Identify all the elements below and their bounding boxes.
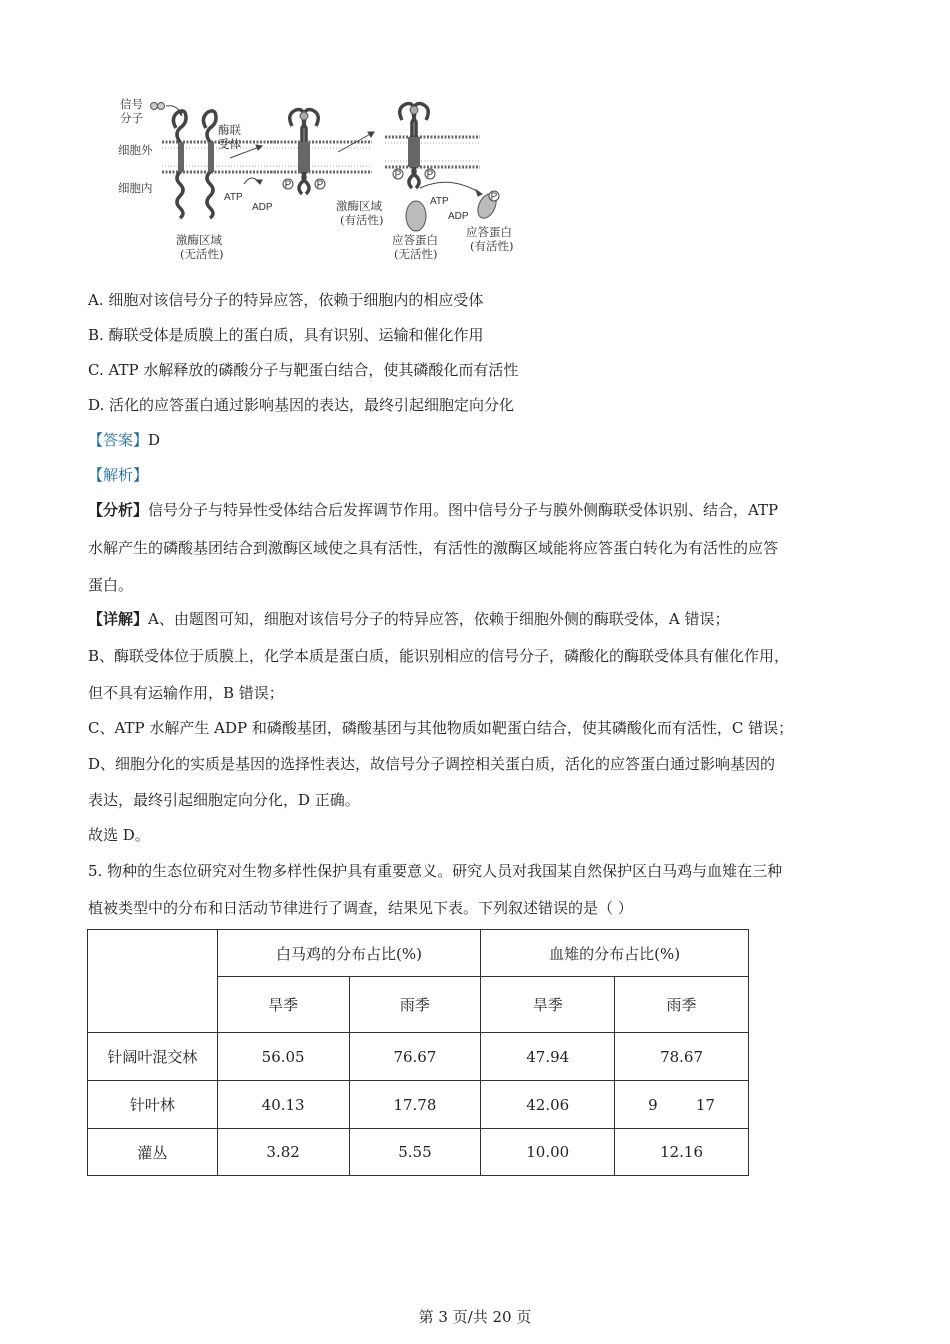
answer bbox=[88, 429, 160, 451]
table-cell: 56.05 bbox=[217, 1033, 349, 1081]
table-header-group-1: 白马鸡的分布占比(%) bbox=[217, 930, 481, 977]
table-cell: 10.00 bbox=[481, 1129, 615, 1176]
table-cell: 76.67 bbox=[349, 1033, 481, 1081]
analysis-tag: 【解析】 bbox=[88, 466, 149, 484]
option-a: A. 细胞对该信号分子的特异应答，依赖于细胞内的相应受体 bbox=[88, 291, 484, 309]
svg-text:ADP: ADP bbox=[252, 202, 273, 213]
table-cell: 3.82 bbox=[217, 1129, 349, 1176]
svg-text:激酶区域: 激酶区域 bbox=[176, 233, 222, 247]
option-b: B. 酶联受体是质膜上的蛋白质，具有识别、运输和催化作用 bbox=[88, 326, 484, 344]
receptor-diagram bbox=[110, 92, 530, 270]
table-corner-cell bbox=[88, 930, 218, 1033]
table-row bbox=[88, 1081, 749, 1129]
analysis-heading bbox=[88, 464, 148, 486]
detail-b-1: B、酶联受体位于质膜上，化学本质是蛋白质，能识别相应的信号分子，磷酸化的酶联受体具有催化作用， bbox=[88, 647, 790, 665]
fenxi-line-1: 【分析】信号分子与特异性受体结合后发挥调节作用。图中信号分子与膜外侧酶联受体识别、结合，ATP bbox=[88, 501, 779, 519]
fenxi-line-3: 蛋白。 bbox=[88, 576, 134, 594]
response-protein-inactive-icon bbox=[406, 201, 426, 231]
svg-text:应答蛋白: 应答蛋白 bbox=[392, 233, 438, 247]
svg-text:P: P bbox=[490, 191, 498, 203]
svg-text:P: P bbox=[394, 169, 402, 181]
option-c: C. ATP 水解释放的磷酸分子与靶蛋白结合，使其磷酸化而有活性 bbox=[88, 361, 519, 379]
answer-tag: 【答案】 bbox=[88, 431, 149, 449]
detail-a: 【详解】A、由题图可知，细胞对该信号分子的特异应答，依赖于细胞外侧的酶联受体，A 错误； bbox=[88, 610, 730, 628]
table-cell: 42.06 bbox=[481, 1081, 615, 1129]
svg-text:受体: 受体 bbox=[218, 137, 241, 151]
svg-text:激酶区域: 激酶区域 bbox=[336, 199, 382, 213]
page-footer: 第 3 页/共 20 页 bbox=[418, 1308, 532, 1326]
detail-conclusion: 故选 D。 bbox=[88, 826, 150, 844]
svg-text:细胞内: 细胞内 bbox=[118, 181, 153, 195]
detail-d-2: 表达，最终引起细胞定向分化，D 正确。 bbox=[88, 791, 360, 809]
svg-text:P: P bbox=[316, 179, 324, 191]
svg-text:ATP: ATP bbox=[224, 192, 243, 203]
table-row bbox=[88, 1033, 749, 1081]
question-5-line-2: 植被类型中的分布和日活动节律进行了调查，结果见下表。下列叙述错误的是（ ） bbox=[88, 899, 633, 917]
table-cell: 12.16 bbox=[615, 1129, 749, 1176]
receptor-diagram-svg bbox=[110, 92, 530, 270]
receptor-dimer-2 bbox=[290, 110, 319, 195]
detail-b-2: 但不具有运输作用，B 错误； bbox=[88, 684, 284, 702]
fenxi-tag: 【分析】 bbox=[88, 501, 149, 519]
table-cell: 78.67 bbox=[615, 1033, 749, 1081]
svg-text:ADP: ADP bbox=[448, 211, 469, 222]
table-header-rainy: 雨季 bbox=[349, 977, 481, 1033]
table-header-rainy: 雨季 bbox=[615, 977, 749, 1033]
phosphate-icon bbox=[489, 191, 499, 203]
membrane-2 bbox=[270, 142, 372, 172]
table-header-group-2: 血雉的分布占比(%) bbox=[481, 930, 749, 977]
svg-text:(无活性): (无活性) bbox=[394, 247, 438, 261]
table-cell: 17.78 bbox=[349, 1081, 481, 1129]
option-d: D. 活化的应答蛋白通过影响基因的表达，最终引起细胞定向分化 bbox=[88, 396, 515, 414]
svg-text:ATP: ATP bbox=[430, 196, 449, 207]
svg-text:(有活性): (有活性) bbox=[340, 213, 384, 227]
svg-text:(无活性): (无活性) bbox=[180, 247, 224, 261]
svg-text:P: P bbox=[426, 169, 434, 181]
answer-value: D bbox=[148, 431, 161, 449]
detail-d-1: D、细胞分化的实质是基因的选择性表达，故信号分子调控相关蛋白质，活化的应答蛋白通过影响基因的 bbox=[88, 755, 776, 773]
svg-text:分子: 分子 bbox=[120, 111, 143, 125]
svg-text:P: P bbox=[284, 179, 292, 191]
distribution-table bbox=[87, 929, 749, 1176]
svg-text:应答蛋白: 应答蛋白 bbox=[466, 225, 512, 239]
fenxi-line-2: 水解产生的磷酸基团结合到激酶区域使之具有活性，有活性的激酶区域能将应答蛋白转化为有活性的应答 bbox=[88, 539, 779, 557]
table-cell: 47.94 bbox=[481, 1033, 615, 1081]
detail-tag: 【详解】 bbox=[88, 610, 149, 628]
table-row-label: 针叶林 bbox=[88, 1081, 218, 1129]
svg-text:酶联: 酶联 bbox=[218, 123, 241, 137]
table-cell: 40.13 bbox=[217, 1081, 349, 1129]
svg-text:(有活性): (有活性) bbox=[470, 239, 514, 253]
membrane-3 bbox=[385, 137, 480, 167]
svg-text:细胞外: 细胞外 bbox=[118, 143, 153, 157]
detail-c: C、ATP 水解产生 ADP 和磷酸基团，磷酸基团与其他物质如靶蛋白结合，使其磷酸化而有活性，C 错误； bbox=[88, 719, 794, 737]
table-cell: 5.55 bbox=[349, 1129, 481, 1176]
table-row-label: 针阔叶混交林 bbox=[88, 1033, 218, 1081]
table-cell: 9 17 bbox=[615, 1081, 749, 1129]
table-row bbox=[88, 1129, 749, 1176]
table-header-dry: 旱季 bbox=[481, 977, 615, 1033]
table-row-label: 灌丛 bbox=[88, 1129, 218, 1176]
svg-text:信号: 信号 bbox=[120, 97, 143, 111]
question-5-line-1: 5. 物种的生态位研究对生物多样性保护具有重要意义。研究人员对我国某自然保护区白马鸡与血雉在三种 bbox=[88, 862, 783, 880]
receptor-dimer-3 bbox=[400, 104, 429, 189]
signal-molecule-icon bbox=[151, 103, 185, 117]
table-header-dry: 旱季 bbox=[217, 977, 349, 1033]
